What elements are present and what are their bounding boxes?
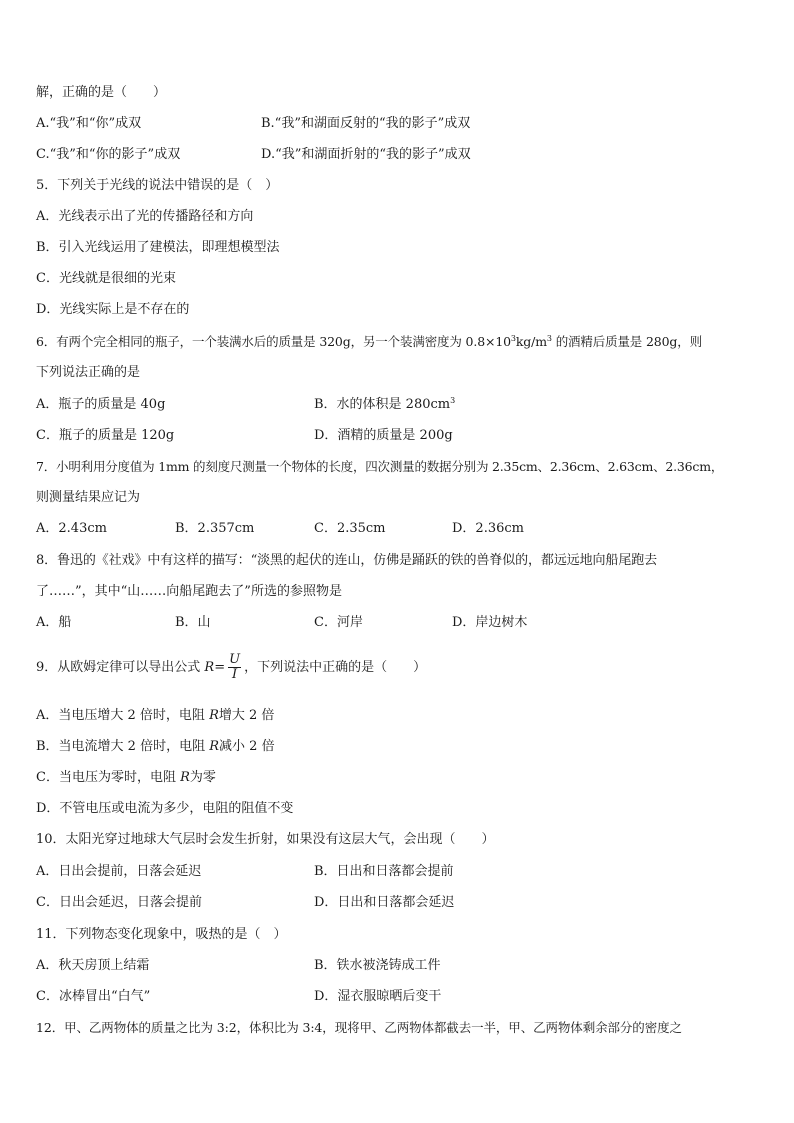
question-8-option-b: B．山 (175, 615, 211, 630)
question-6-option-b: B．水的体积是 $280cm^3$ (314, 396, 456, 412)
question-6-option-d: D．酒精的质量是 200g (314, 428, 453, 443)
question-9-option-a: A．当电压增大 2 倍时，电阻 R增大 2 倍 (36, 708, 275, 723)
question-10-option-a: A．日出会提前，日落会延迟 (36, 864, 202, 879)
question-10-stem: 10．太阳光穿过地球大气层时会发生折射，如果没有这层大气，会出现（ ） (36, 832, 495, 847)
question-7-stem-cont: 则测量结果应记为 (36, 490, 141, 505)
question-4-option-c: C.“我”和“你的影子”成双 (36, 147, 181, 162)
question-8-stem-cont: 了……”，其中“山……向船尾跑去了”所选的参照物是 (36, 584, 342, 599)
question-9-option-d: D．不管电压或电流为多少，电阻的阻值不变 (36, 801, 294, 816)
question-11-option-a: A．秋天房顶上结霜 (36, 958, 150, 973)
question-6-stem-cont: 下列说法正确的是 (36, 365, 141, 380)
question-4-option-a: A.“我”和“你”成双 (36, 116, 142, 131)
question-11-option-c: C．冰棒冒出“白气” (36, 989, 151, 1004)
question-7-option-c: C．2.35cm (314, 521, 386, 536)
question-8-option-d: D．岸边树木 (452, 615, 528, 630)
question-10-option-c: C．日出会延迟，日落会提前 (36, 895, 202, 910)
question-5-option-d: D．光线实际上是不存在的 (36, 302, 190, 317)
question-5-option-b: B．引入光线运用了建模法，即理想模型法 (36, 240, 280, 255)
question-10-option-b: B．日出和日落都会提前 (314, 864, 454, 879)
question-10-option-d: D．日出和日落都会延迟 (314, 895, 455, 910)
question-4-stem-tail: 解，正确的是（ ） (36, 85, 167, 100)
question-7-option-a: A．2.43cm (36, 521, 107, 536)
question-6-stem: 6．有两个完全相同的瓶子，一个装满水后的质量是 320g，另一个装满密度为 $0.8\times 10^3kg/m^3$ 的酒精后质量是 280g，则 (36, 334, 702, 349)
question-7-stem: 7．小明利用分度值为 1mm 的刻度尺测量一个物体的长度，四次测量的数据分别为 2.35cm、2.36cm、2.63cm、2.36cm， (36, 459, 724, 474)
question-6-option-a: A．瓶子的质量是 40g (36, 397, 166, 412)
question-7-option-d: D．2.36cm (452, 521, 524, 536)
question-7-option-b: B．2.357cm (175, 521, 255, 536)
question-8-option-c: C．河岸 (314, 615, 363, 630)
question-12-stem: 12．甲、乙两物体的质量之比为 3:2，体积比为 3:4，现将甲、乙两物体都截去一半，甲、乙两物体剩余部分的密度之 (36, 1020, 682, 1035)
question-11-option-b: B．铁水被浇铸成工件 (314, 958, 441, 973)
question-5-option-a: A．光线表示出了光的传播路径和方向 (36, 209, 254, 224)
question-11-option-d: D．湿衣服晾晒后变干 (314, 989, 442, 1004)
question-11-stem: 11．下列物态变化现象中，吸热的是（ ） (36, 927, 287, 942)
question-9-stem: 9．从欧姆定律可以导出公式 R= $\frac{U}{I}$ ，下列说法中正确的是（ ） (36, 652, 427, 682)
question-9-option-c: C．当电压为零时，电阻 R为零 (36, 770, 216, 785)
question-4-option-d: D.“我”和湖面折射的“我的影子”成双 (261, 147, 471, 162)
question-4-option-b: B.“我”和湖面反射的“我的影子”成双 (261, 116, 471, 131)
question-9-option-b: B．当电流增大 2 倍时，电阻 R减小 2 倍 (36, 739, 275, 754)
question-8-stem: 8．鲁迅的《社戏》中有这样的描写：“淡黑的起伏的连山，仿佛是踊跃的铁的兽脊似的，都远远地向船尾跑去 (36, 553, 658, 568)
ohm-formula-fraction: $\frac{U}{I}$ (229, 652, 241, 682)
question-6-option-c: C．瓶子的质量是 120g (36, 428, 175, 443)
question-5-stem: 5．下列关于光线的说法中错误的是（ ） (36, 178, 279, 193)
question-5-option-c: C．光线就是很细的光束 (36, 271, 176, 286)
question-8-option-a: A．船 (36, 615, 72, 630)
